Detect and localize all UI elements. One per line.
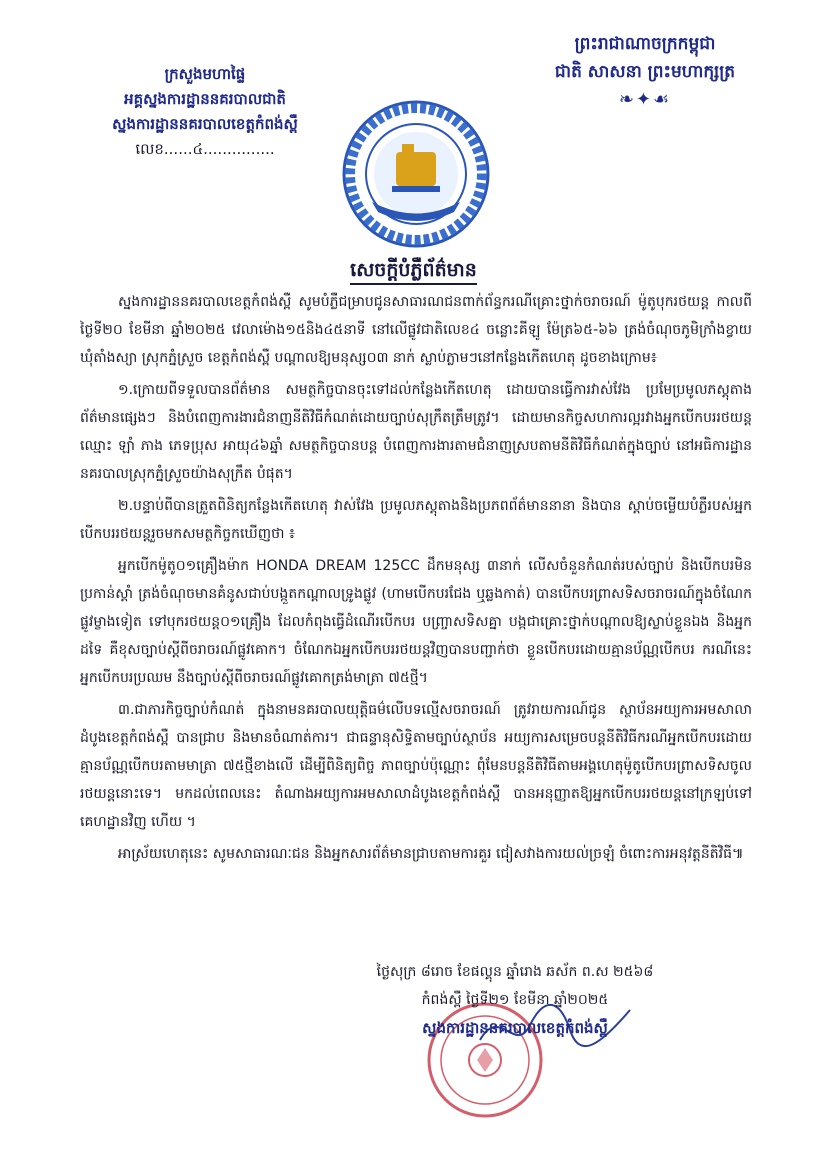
paragraph: ស្នងការដ្ឋាននគរបាលខេត្តកំពង់ស្ពឺ សូមបំភ្លឺជម្រាបជូនសាធារណជនពាក់ព័ន្ធករណីគ្រោះថ្នាក់ចរាចរណ៍ ម៉ូតូបុករថយន្ត កាលពីថ្ងៃទី២០ ខែមីនា ឆ្នាំ២០២៥ វេលាម៉ោង១៥និង៤៥នាទី នៅលើផ្លូវជាតិលេខ៤ ចន្លោះគីឡូ ម៉ែត្រ៦៥-៦៦ ត្រង់ចំណុចភូមិក្រាំងខ្វាយ ឃុំតាំងស្យា ស្រុកភ្នំស្រួច ខេត្តកំពង់ស្ពឺ បណ្តាលឱ្យមនុស្ស០៣ នាក់ ស្លាប់ភ្លាមៗនៅកន្លែងកើតហេតុ ដូចខាងក្រោម៖ <box>80 294 752 366</box>
reference-number: លេខ......៤............... <box>135 140 275 158</box>
paragraph: អាស្រ័យហេតុនេះ សូមសាធារណៈជន និងអ្នកសារព័ត៌មានជ្រាបតាមការគួរ ជៀសវាងការយល់ច្រឡំ ចំពោះការអនុវត្តនីតិវិធី៕ <box>118 846 744 862</box>
document-title <box>0 258 827 286</box>
paragraph: ៣.ជាភារកិច្ចច្បាប់កំណត់ ក្នុងនាមនគរបាលយុត្តិធម៌លើបទល្មើសចរាចរណ៍ ត្រូវរាយការណ៍ជូន ស្ថាប័នអយ្យការអមសាលាដំបូងខេត្តកំពង់ស្ពឺ បានជ្រាប និងមានចំណាត់ការ។ ជាធន្ទានុសិទ្ធិតាមច្បាប់ស្ថាប័ន អយ្យការសម្រេចបន្តនីតិវិធីករណីអ្នកបើកបរដោយគ្មានប័ណ្ណបើកបរតាមមាត្រា ៧៥ថ្មីខាងលើ ដើម្បីពិនិត្យពិច្ច ភាពច្បាប់ប៉ុណ្ណោះ ពុំមែនបន្តនីតិវិធីតាមអង្គហេតុម៉ូតូបើកបរព្រាសទិសចូលរថយន្តនោះទេ។ មកដល់ពេលនេះ តំណាងអយ្យការអមសាលាដំបូងខេត្តកំពង់ស្ពឺ បានអនុញ្ញាតឱ្យអ្នកបើកបររថយន្តនៅក្រឡប់ទៅគេហដ្ឋានវិញ ហើយ ។ <box>80 702 752 830</box>
national-motto: ជាតិ សាសនា ព្រះមហាក្សត្រ <box>554 62 736 82</box>
date-signature-block <box>345 958 685 1042</box>
kingdom-name: ព្រះរាជាណាចក្រកម្ពុជា <box>574 34 716 54</box>
paragraph: ១.ក្រោយពីទទួលបានព័ត៌មាន សមត្ថកិច្ចបានចុះទៅដល់កន្លែងកើតហេតុ ដោយបានធ្វើការវាស់វែង ប្រមែប្រមូលភស្តុតាង ព័ត៌មានផ្សេងៗ និងបំពេញការងារជំនាញនីតិវិធីកំណត់ដោយច្បាប់សុក្រឹតត្រឹមត្រូវ។ ដោយមានកិច្ចសហការល្អរវាងអ្នកបើកបររថយន្តឈ្មោះ ឡាំ ភាង ភេទប្រុស អាយុ៤៦ឆ្នាំ សមត្ថកិច្ចបានបន្ត បំពេញការងារតាមជំនាញស្របតាមនីតិវិធីកំណត់ក្នុងច្បាប់ នៅអធិការដ្ឋាននគរបាលស្រុកភ្នំស្រួចយ៉ាងសុក្រឹត បំផុត។ <box>80 382 752 482</box>
title-text: សេចក្តីបំភ្លឺព័ត៌មាន <box>350 259 477 285</box>
document-body <box>80 288 752 872</box>
paragraph: ២.បន្ទាប់ពីបានត្រួតពិនិត្យកន្លែងកើតហេតុ វាស់វែង ប្រមូលភស្តុតាងនិងប្រភពព័ត៌មាននានា និងបាន ស្តាប់ចម្លើយបំភ្លឺរបស់អ្នកបើកបររថយន្តរួចមកសមត្ថកិច្ចកឃើញថា ៖ <box>80 498 752 542</box>
kingdom-header <box>520 30 770 114</box>
signatory-office: ស្នងការដ្ឋាននគរបាលខេត្តកំពង់ស្ពឺ <box>422 1019 608 1037</box>
police-emblem-icon <box>342 100 490 248</box>
solar-date: កំពង់ស្ពឺ ថ្ងៃទី២១ ខែមីនា ឆ្នាំ២០២៥ <box>421 992 609 1008</box>
provincial-office-name: ស្នងការដ្ឋាននគរបាលខេត្តកំពង់ស្ពឺ <box>112 115 298 133</box>
commissariat-name: អគ្គស្នងការដ្ឋាននគរបាលជាតិ <box>124 90 286 108</box>
paragraph: អ្នកបើកម៉ូតូ០១គ្រឿងម៉ាក HONDA DREAM 125CC ដឹកមនុស្ស ៣នាក់ លើសចំនួនកំណត់របស់ច្បាប់ និងបើកបរមិនប្រកាន់ស្តាំ ត្រង់ចំណុចមានគំនូសជាប់បង្កួតកណ្តាលទ្រូងផ្លូវ (ហាមបើកបរជែង ឬឆ្លងកាត់) បានបើកបរព្រាសទិសចរាចរណ៍ក្នុងចំណែកផ្លូវម្ខាងទៀត ទៅបុករថយន្ត០១គ្រឿង ដែលកំពុងធ្វើដំណើរបើកបរ បញ្ច្រាសទិសគ្នា បង្កជាគ្រោះថ្នាក់បណ្តាលឱ្យស្លាប់ខ្លួនឯង និងអ្នកដទៃ គឺខុសច្បាប់ស្តីពីចរាចរណ៍ផ្លូវគោក។ ចំណែកឯអ្នកបើកបររថយន្តវិញបានបញ្ជាក់ថា ខ្លួនបើកបរដោយគ្មានប័ណ្ណបើកបរ ករណីនេះអ្នកបើកបរប្រឈម នឹងច្បាប់ស្តីពីចរាចរណ៍ផ្លូវគោកត្រង់មាត្រា ៧៥ថ្មី។ <box>80 558 752 686</box>
ornament-icon: ❧✦☙ <box>618 89 672 110</box>
lunar-date: ថ្ងៃសុក្រ ៨រោច ខែផល្គុន ឆ្នាំរោង ឆស័ក ព.ស ២៥៦៨ <box>376 964 654 980</box>
issuer-header <box>80 62 330 162</box>
ministry-name: ក្រសួងមហាផ្ទៃ <box>164 65 246 83</box>
